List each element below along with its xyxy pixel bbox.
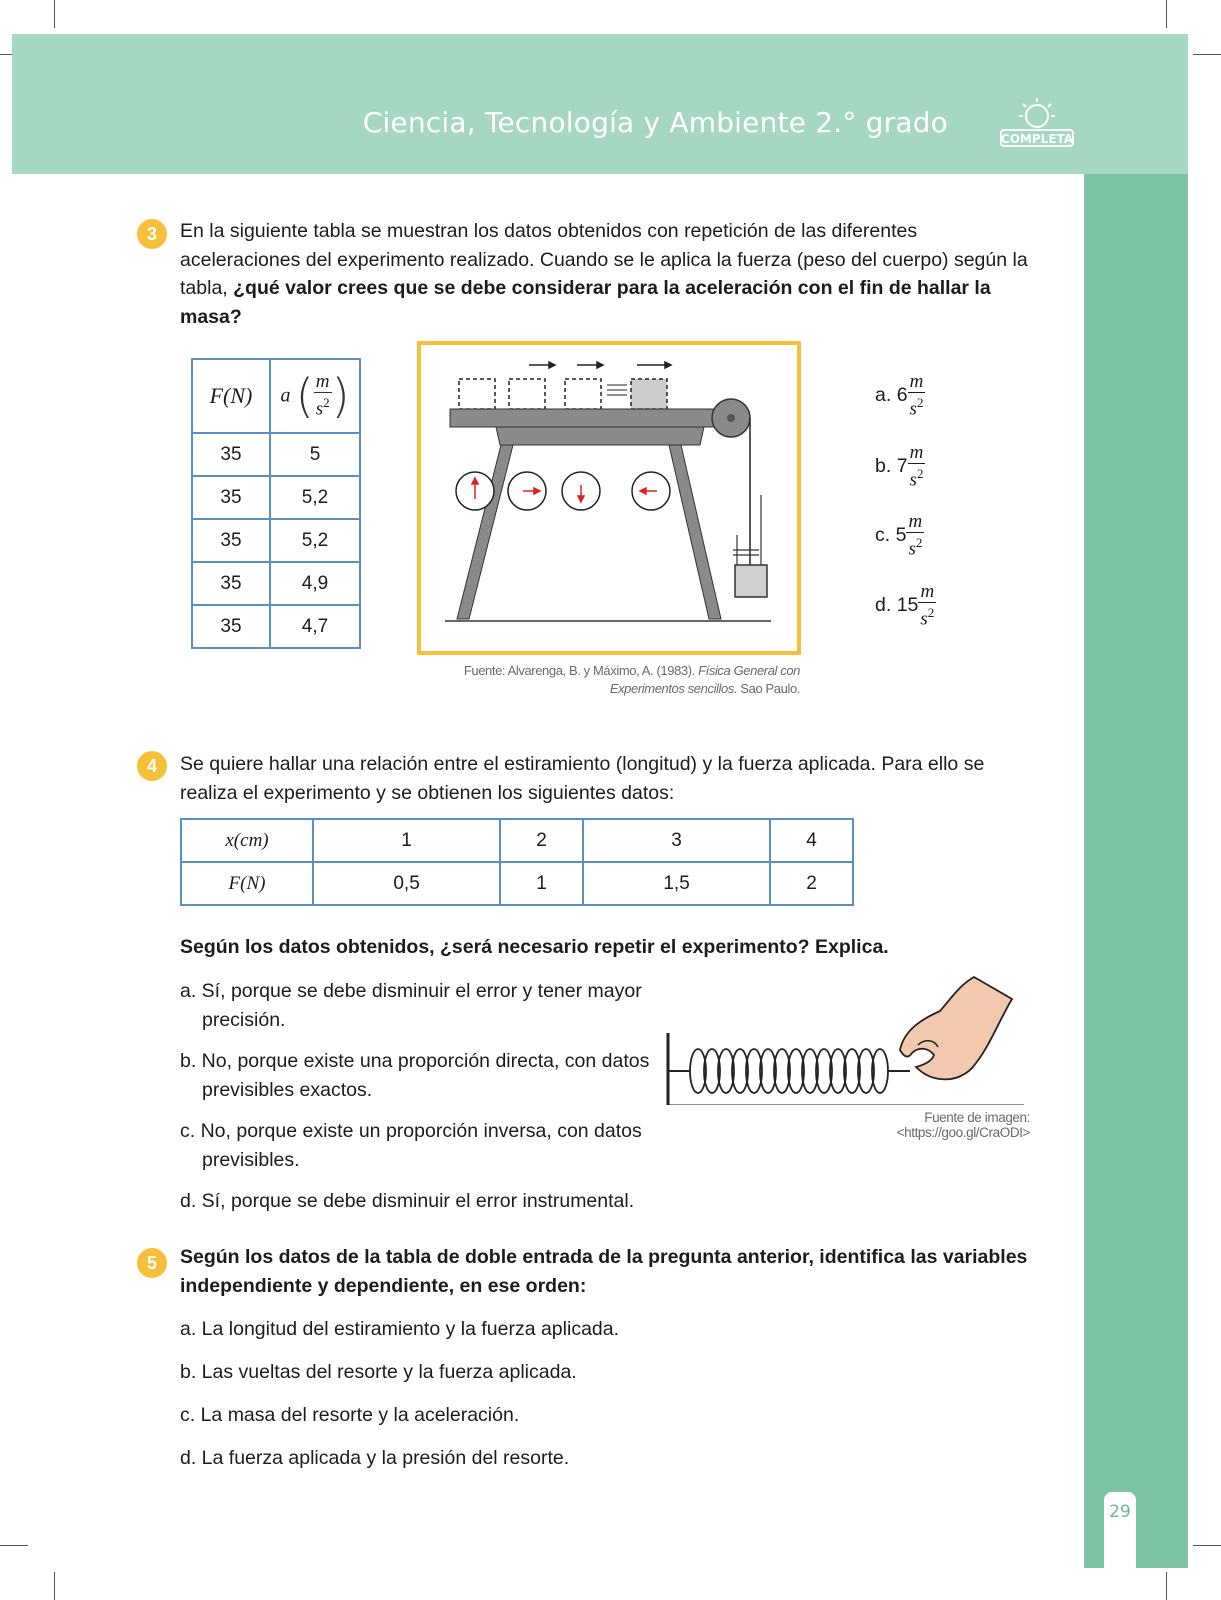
q4-option-c[interactable]: c. No, porque existe un proporción inversa, con datos previsibles.	[180, 1120, 642, 1171]
q5-option-b[interactable]: b. Las vueltas del resorte y la fuerza aplicada.	[180, 1361, 577, 1383]
q5-option-a[interactable]: a. La longitud del estiramiento y la fuerza aplicada.	[180, 1318, 620, 1340]
row-label-length: x(cm)	[181, 819, 313, 862]
question-5-text: Según los datos de la tabla de doble entrada de la pregunta anterior, identifica las variables independiente y dependiente, en ese orden:	[180, 1246, 1028, 1297]
table-cell: 35	[192, 562, 270, 605]
table-cell: 2	[500, 819, 583, 862]
experiment-figure	[417, 341, 801, 655]
q4-option-d[interactable]: d. Sí, porque se debe disminuir el error instrumental.	[180, 1190, 635, 1212]
header-force: F(N)	[192, 359, 270, 433]
table-cell: 4	[770, 819, 853, 862]
q5-option-c[interactable]: c. La masa del resorte y la aceleración.	[180, 1404, 520, 1426]
page-number: 29	[1109, 1502, 1131, 1522]
table-cell: 3	[583, 819, 770, 862]
table-cell: 4,9	[270, 562, 360, 605]
table-cell: 35	[192, 433, 270, 476]
logo-text: COMPLETA	[1000, 132, 1074, 146]
figure-caption: Fuente: Alvarenga, B. y Máximo, A. (1983). Física General con Experimentos sencillos. Sao Paulo.	[463, 663, 800, 696]
spring-hand-illustration	[660, 975, 1030, 1105]
table-cell: 1	[313, 819, 500, 862]
header-acceleration: a ( $\frac{m}{s^2}$ )	[270, 359, 360, 433]
question-number-badge: 4	[137, 751, 167, 781]
q5-option-d[interactable]: d. La fuerza aplicada y la presión del resorte.	[180, 1447, 570, 1469]
table-cell: 5,2	[270, 476, 360, 519]
crop-mark	[0, 1545, 28, 1546]
q4-option-b[interactable]: b. No, porque existe una proporción directa, con datos previsibles exactos.	[180, 1050, 650, 1101]
jornada-escolar-completa-logo	[997, 94, 1077, 154]
table-cell: 35	[192, 605, 270, 648]
side-band	[1084, 174, 1188, 1568]
table-cell: 4,7	[270, 605, 360, 648]
crop-mark	[54, 1572, 55, 1600]
question-3-plain: En la siguiente tabla se muestran los datos obtenidos con repetición de las diferentes aceleraciones del experimento realizado. Cuando se le aplica la fuerza (peso del cuerpo) según la tabla,	[180, 220, 1028, 299]
option-a[interactable]: a. 6 $\frac{m}{s^2}$	[875, 371, 924, 420]
stretch-force-table	[180, 818, 854, 906]
option-b[interactable]: b. 7 $\frac{m}{s^2}$	[875, 442, 924, 491]
question-3-text	[180, 217, 1035, 331]
option-c[interactable]: c. 5 $\frac{m}{s^2}$	[875, 511, 923, 560]
q4-option-a[interactable]: a. Sí, porque se debe disminuir el error y tener mayor precisión.	[180, 980, 642, 1031]
crop-mark	[54, 0, 55, 28]
question-3-bold: ¿qué valor crees que se debe considerar para la aceleración con el fin de hallar la masa?	[180, 277, 991, 328]
page-header	[12, 34, 1188, 174]
cart-table-illustration	[421, 345, 797, 651]
table-cell: 35	[192, 476, 270, 519]
question-number-badge: 3	[137, 219, 167, 249]
row-label-force: F(N)	[181, 862, 313, 905]
spring-image-caption: Fuente de imagen: <https://goo.gl/CraODI>	[896, 1110, 1030, 1140]
table-cell: 0,5	[313, 862, 500, 905]
crop-mark	[1193, 54, 1221, 55]
crop-mark	[1193, 1545, 1221, 1546]
table-cell: 5	[270, 433, 360, 476]
option-d[interactable]: d. 15 $\frac{m}{s^2}$	[875, 581, 935, 630]
crop-mark	[1166, 1572, 1167, 1600]
question-number-badge: 5	[137, 1248, 167, 1278]
table-cell: 1	[500, 862, 583, 905]
header-title: Ciencia, Tecnología y Ambiente 2.° grado	[362, 106, 948, 139]
question-4-subquestion: Según los datos obtenidos, ¿será necesario repetir el experimento? Explica.	[180, 936, 889, 958]
table-cell: 5,2	[270, 519, 360, 562]
acceleration-table	[191, 358, 361, 649]
question-4-text: Se quiere hallar una relación entre el estiramiento (longitud) y la fuerza aplicada. Para ello se realiza el experimento y se obtienen los siguientes datos:	[180, 753, 985, 804]
table-cell: 1,5	[583, 862, 770, 905]
table-cell: 2	[770, 862, 853, 905]
table-cell: 35	[192, 519, 270, 562]
crop-mark	[1166, 0, 1167, 28]
